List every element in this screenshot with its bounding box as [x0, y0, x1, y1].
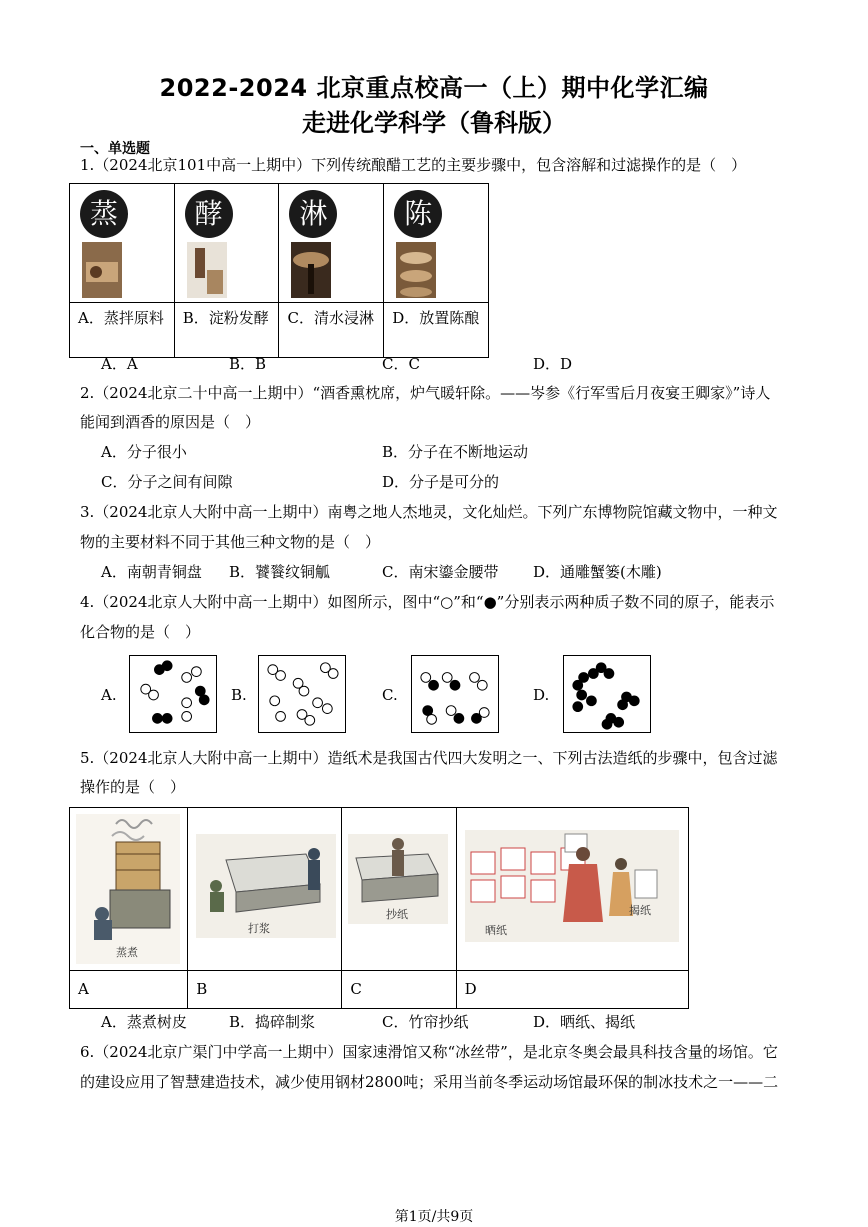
q4-label-a[interactable]: A.	[101, 686, 117, 704]
drying-illustration	[465, 830, 679, 942]
q5-stem-line2: 操作的是（ ）	[80, 778, 186, 796]
pulping-illustration	[196, 834, 336, 938]
q1-caption-c: C．清水浸淋	[279, 303, 384, 358]
q4-diagram-b	[258, 655, 346, 733]
q5-option-c[interactable]: C．竹帘抄纸	[382, 1013, 469, 1031]
q1-cell-leach	[279, 184, 384, 303]
q5-option-d[interactable]: D．晒纸、揭纸	[533, 1013, 636, 1031]
q5-cell-label-b: B	[188, 971, 342, 1009]
scene-label-dry: 晒纸	[484, 924, 507, 937]
q2-stem-line1: 2.（2024北京二十中高一上期中）“酒香熏枕席，炉气暖轩除。——岑参《行军雪后月夜宴王卿家》”诗人	[80, 384, 771, 402]
q5-option-a[interactable]: A．蒸煮树皮	[101, 1013, 187, 1031]
q1-option-c[interactable]: C．C	[382, 355, 420, 373]
q1-cell-age	[384, 184, 489, 303]
q3-option-c[interactable]: C．南宋鎏金腰带	[382, 563, 499, 581]
q4-diagram-d	[563, 655, 651, 733]
q1-vinegar-table	[69, 183, 489, 358]
steaming-illustration	[76, 814, 180, 964]
q3-stem-line2: 物的主要材料不同于其他三种文物的是（ ）	[80, 533, 381, 551]
q4-diagram-a	[129, 655, 217, 733]
q2-stem-line2: 能闻到酒香的原因是（ ）	[80, 413, 261, 431]
q5-cell-pulp	[188, 808, 342, 971]
q1-caption-a: A．蒸拌原料	[70, 303, 175, 358]
q1-caption-d: D．放置陈酿	[384, 303, 489, 358]
seal-icon: 蒸	[80, 190, 128, 238]
q4-stem-line1: 4.（2024北京人大附中高一上期中）如图所示，图中“○”和“●”分别表示两种质子数不同的原子，能表示	[80, 593, 775, 611]
q1-option-d[interactable]: D．D	[533, 355, 573, 373]
seal-icon: 陈	[394, 190, 442, 238]
scene-label-steam: 蒸煮	[116, 946, 138, 959]
scene-label-peel: 揭纸	[628, 904, 651, 917]
q3-option-d[interactable]: D．通雕蟹篓(木雕)	[533, 563, 662, 581]
page-footer: 第1页/共9页	[394, 1209, 474, 1225]
q2-option-b[interactable]: B．分子在不断地运动	[382, 443, 529, 461]
q1-cell-steam	[70, 184, 175, 303]
q5-cell-steam	[70, 808, 188, 971]
q6-stem-line1: 6.（2024北京广渠门中学高一上期中）国家速滑馆又称“冰丝带”，是北京冬奥会最具科技含量的场馆。它	[80, 1043, 778, 1061]
q4-stem-line2: 化合物的是（ ）	[80, 623, 201, 641]
q2-option-c[interactable]: C．分子之间有间隙	[101, 473, 233, 491]
q3-option-b[interactable]: B．饕餮纹铜觚	[229, 563, 331, 581]
q2-option-d[interactable]: D．分子是可分的	[382, 473, 500, 491]
document-title: 2022-2024 北京重点校高一（上）期中化学汇编	[159, 74, 709, 102]
aging-photo	[396, 242, 436, 298]
q5-cell-label-a: A	[70, 971, 188, 1009]
q5-stem-line1: 5.（2024北京人大附中高一上期中）造纸术是我国古代四大发明之一、下列古法造纸的步骤中，包含过滤	[80, 749, 778, 767]
q2-option-a[interactable]: A．分子很小	[101, 443, 187, 461]
q5-cell-dry	[456, 808, 688, 971]
q1-option-b[interactable]: B．B	[229, 355, 267, 373]
q4-label-c[interactable]: C.	[382, 686, 398, 704]
q4-diagram-c	[411, 655, 499, 733]
seal-icon: 酵	[185, 190, 233, 238]
leaching-photo	[291, 242, 331, 298]
q3-stem-line1: 3.（2024北京人大附中高一上期中）南粤之地人杰地灵，文化灿烂。下列广东博物院馆藏文物中，一种文	[80, 503, 778, 521]
q5-papermaking-table	[69, 807, 689, 1009]
scene-label-scoop: 抄纸	[386, 908, 409, 921]
q5-cell-scoop	[342, 808, 456, 971]
q5-cell-label-d: D	[456, 971, 688, 1009]
q6-stem-line2: 的建设应用了智慧建造技术，减少使用钢材2800吨；采用当前冬季运动场馆最环保的制冰技术之一——二	[80, 1073, 779, 1091]
q1-option-a[interactable]: A．A	[101, 355, 138, 373]
q3-option-a[interactable]: A．南朝青铜盘	[101, 563, 202, 581]
seal-icon: 淋	[289, 190, 337, 238]
q4-label-b[interactable]: B.	[231, 686, 247, 704]
steaming-photo	[82, 242, 122, 298]
q1-stem: 1.（2024北京101中高一上期中）下列传统酿醋工艺的主要步骤中，包含溶解和过滤操作的是（ ）	[80, 156, 747, 174]
scene-label-pulp: 打浆	[248, 922, 271, 935]
q1-cell-ferment	[174, 184, 279, 303]
document-subtitle: 走进化学科学（鲁科版）	[302, 109, 566, 137]
section-heading: 一、单选题	[80, 141, 150, 157]
scooping-illustration	[348, 834, 448, 924]
q4-label-d[interactable]: D.	[533, 686, 550, 704]
q5-option-b[interactable]: B．捣碎制浆	[229, 1013, 316, 1031]
q5-cell-label-c: C	[342, 971, 456, 1009]
fermenting-photo	[187, 242, 227, 298]
q1-caption-b: B．淀粉发酵	[174, 303, 279, 358]
